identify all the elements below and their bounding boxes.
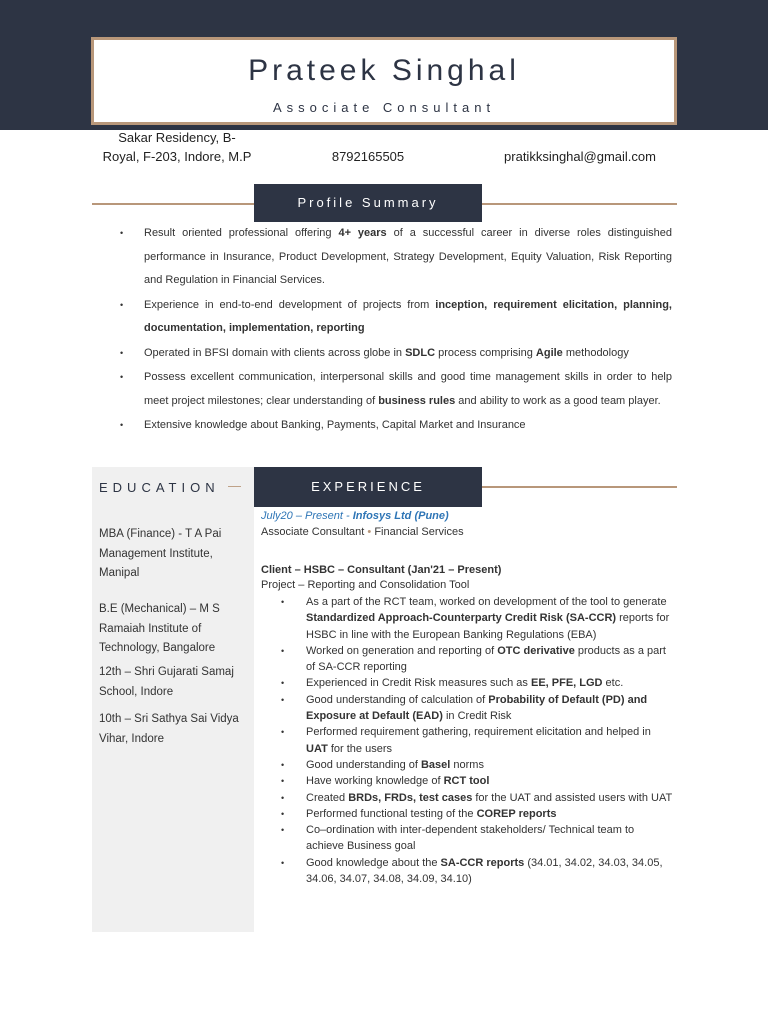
- bold-text: RCT tool: [443, 775, 490, 788]
- job-date-range: July20 – Present -: [261, 510, 353, 522]
- experience-item: [281, 692, 673, 725]
- job-company: Infosys Ltd (Pune): [352, 510, 449, 522]
- divider-left: [92, 203, 254, 205]
- text-run: (34.01, 34.02, 34.03, 34.05, 34.06, 34.07, 34.08, 34.09, 34.10): [306, 856, 663, 886]
- contact-address: Sakar Residency, B-Royal, F-203, Indore, M.P: [102, 130, 252, 164]
- bullet-icon: •: [281, 776, 285, 787]
- bullet-icon: •: [120, 299, 124, 310]
- bullet-icon: •: [281, 597, 285, 607]
- text-run: Operated in BFSI domain with clients across globe in: [144, 346, 406, 359]
- bullet-icon: •: [120, 228, 124, 238]
- bullet-icon: •: [120, 420, 124, 430]
- education-item: MBA (Finance) - T A Pai Management Institute, Manipal: [99, 528, 222, 579]
- bold-text: BRDs, FRDs, test cases: [348, 791, 473, 804]
- text-run: Created: [306, 791, 349, 804]
- bullet-icon: •: [281, 808, 285, 819]
- profile-summary-heading: Profile Summary: [254, 184, 482, 222]
- bold-text: EE, PFE, LGD: [530, 677, 603, 690]
- bullet-icon: •: [281, 694, 285, 705]
- candidate-name: Prateek Singhal: [248, 54, 520, 87]
- experience-item: [281, 773, 673, 789]
- candidate-role: Associate Consultant: [272, 100, 496, 115]
- bullet-icon: •: [120, 372, 124, 382]
- bullet-icon: •: [281, 825, 285, 836]
- summary-item: [114, 294, 672, 341]
- job-dates: [261, 508, 449, 524]
- text-run: etc.: [602, 677, 624, 690]
- text-run: for the users: [327, 742, 392, 755]
- summary-item: [114, 222, 672, 293]
- text-run: and ability to work as a good team player.: [455, 394, 661, 407]
- summary-list: [114, 222, 672, 439]
- text-run: Have working knowledge of: [306, 775, 444, 788]
- bullet-icon: •: [281, 759, 285, 770]
- text-run: Good understanding of: [306, 758, 421, 771]
- text-run: Good understanding of calculation of: [306, 693, 489, 706]
- summary-item: [114, 366, 672, 413]
- job-project: Project – Reporting and Consolidation Tool: [261, 579, 470, 591]
- experience-item: [281, 855, 673, 888]
- bold-text: OTC derivative: [497, 644, 575, 657]
- summary-item: [114, 342, 672, 366]
- summary-item: [114, 414, 672, 438]
- contact-phone: 8792165505: [331, 149, 405, 164]
- bold-text: Standardized Approach-Counterparty Credit Risk (SA-CCR): [306, 612, 617, 625]
- text-run: for the UAT and assisted users with UAT: [472, 791, 673, 804]
- text-run: Experienced in Credit Risk measures such as: [306, 677, 531, 690]
- bold-text: Agile: [535, 346, 563, 359]
- text-run: of a successful career in diverse roles distinguished performance in Insurance, Product Development, Strategy Development, Equity Valuation, Risk Reporting and Regulation in Financial Services.: [144, 227, 672, 286]
- text-run: Performed requirement gathering, requirement elicitation and helped in: [306, 726, 651, 739]
- experience-heading: EXPERIENCE: [254, 467, 482, 507]
- text-run: norms: [450, 758, 484, 771]
- bold-text: SDLC: [405, 346, 436, 359]
- divider-right: [482, 203, 677, 205]
- experience-item: [281, 724, 673, 757]
- experience-bullets: [281, 594, 673, 887]
- bold-text: Probability of Default (PD) and Exposure at Default (EAD): [306, 693, 648, 723]
- education-dash: —: [228, 478, 241, 493]
- bold-text: SA-CCR reports: [440, 856, 525, 869]
- experience-item: [281, 806, 673, 822]
- experience-item: [281, 790, 673, 806]
- text-run: As a part of the RCT team, worked on development of the tool to generate: [306, 596, 667, 608]
- job-title: Associate Consultant: [261, 526, 365, 538]
- experience-item: [281, 757, 673, 773]
- bullet-icon: •: [281, 727, 285, 738]
- education-item: 10th – Sri Sathya Sai Vidya Vihar, Indore: [99, 713, 239, 745]
- text-run: Experience in end-to-end development of projects from: [144, 298, 436, 311]
- education-heading: EDUCATION: [99, 480, 220, 495]
- text-run: products as a part of SA-CCR reporting: [306, 644, 666, 674]
- contact-email: pratikksinghal@gmail.com: [504, 149, 656, 164]
- bullet-icon: •: [281, 645, 285, 656]
- experience-item: [281, 643, 673, 676]
- bullet-icon: •: [281, 678, 285, 689]
- bold-text: UAT: [306, 742, 328, 755]
- text-run: Worked on generation and reporting of: [306, 644, 498, 657]
- bullet-icon: •: [120, 347, 124, 358]
- bold-text: COREP reports: [476, 807, 557, 820]
- job-title-line: [261, 524, 464, 540]
- text-run: Possess excellent communication, interpersonal skills and good time management skills in order to help meet project milestones; clear understanding of: [144, 371, 672, 407]
- text-run: Performed functional testing of the: [306, 807, 477, 820]
- text-run: in Credit Risk: [442, 710, 512, 723]
- experience-item: [281, 594, 673, 643]
- bullet-icon: •: [281, 792, 285, 803]
- name-box: [91, 37, 677, 125]
- education-item: 12th – Shri Gujarati Samaj School, Indore: [99, 666, 234, 698]
- job-title-separator: •: [364, 526, 375, 538]
- bullet-icon: •: [281, 857, 285, 868]
- text-run: methodology: [562, 346, 629, 359]
- experience-divider: [482, 486, 677, 488]
- experience-item: [281, 675, 673, 691]
- text-run: Result oriented professional offering: [144, 227, 339, 239]
- bold-text: business rules: [378, 394, 456, 407]
- text-run: process comprising: [435, 346, 536, 359]
- bold-text: 4+ years: [338, 227, 387, 239]
- text-run: Good knowledge about the: [306, 856, 441, 869]
- text-run: reports for HSBC in line with the European Banking Regulations (EBA): [306, 612, 670, 641]
- job-division: Financial Services: [374, 526, 464, 538]
- bold-text: Basel: [420, 758, 451, 771]
- experience-item: [281, 822, 673, 855]
- text-run: Extensive knowledge about Banking, Payments, Capital Market and Insurance: [144, 419, 526, 431]
- text-run: Co–ordination with inter-dependent stakeholders/ Technical team to achieve Business goal: [306, 824, 635, 853]
- education-item: B.E (Mechanical) – M S Ramaiah Institute of Technology, Bangalore: [99, 603, 220, 654]
- job-client: Client – HSBC – Consultant (Jan'21 – Present): [261, 564, 502, 576]
- bold-text: inception, requirement elicitation, planning, documentation, implementation, reporting: [144, 298, 672, 334]
